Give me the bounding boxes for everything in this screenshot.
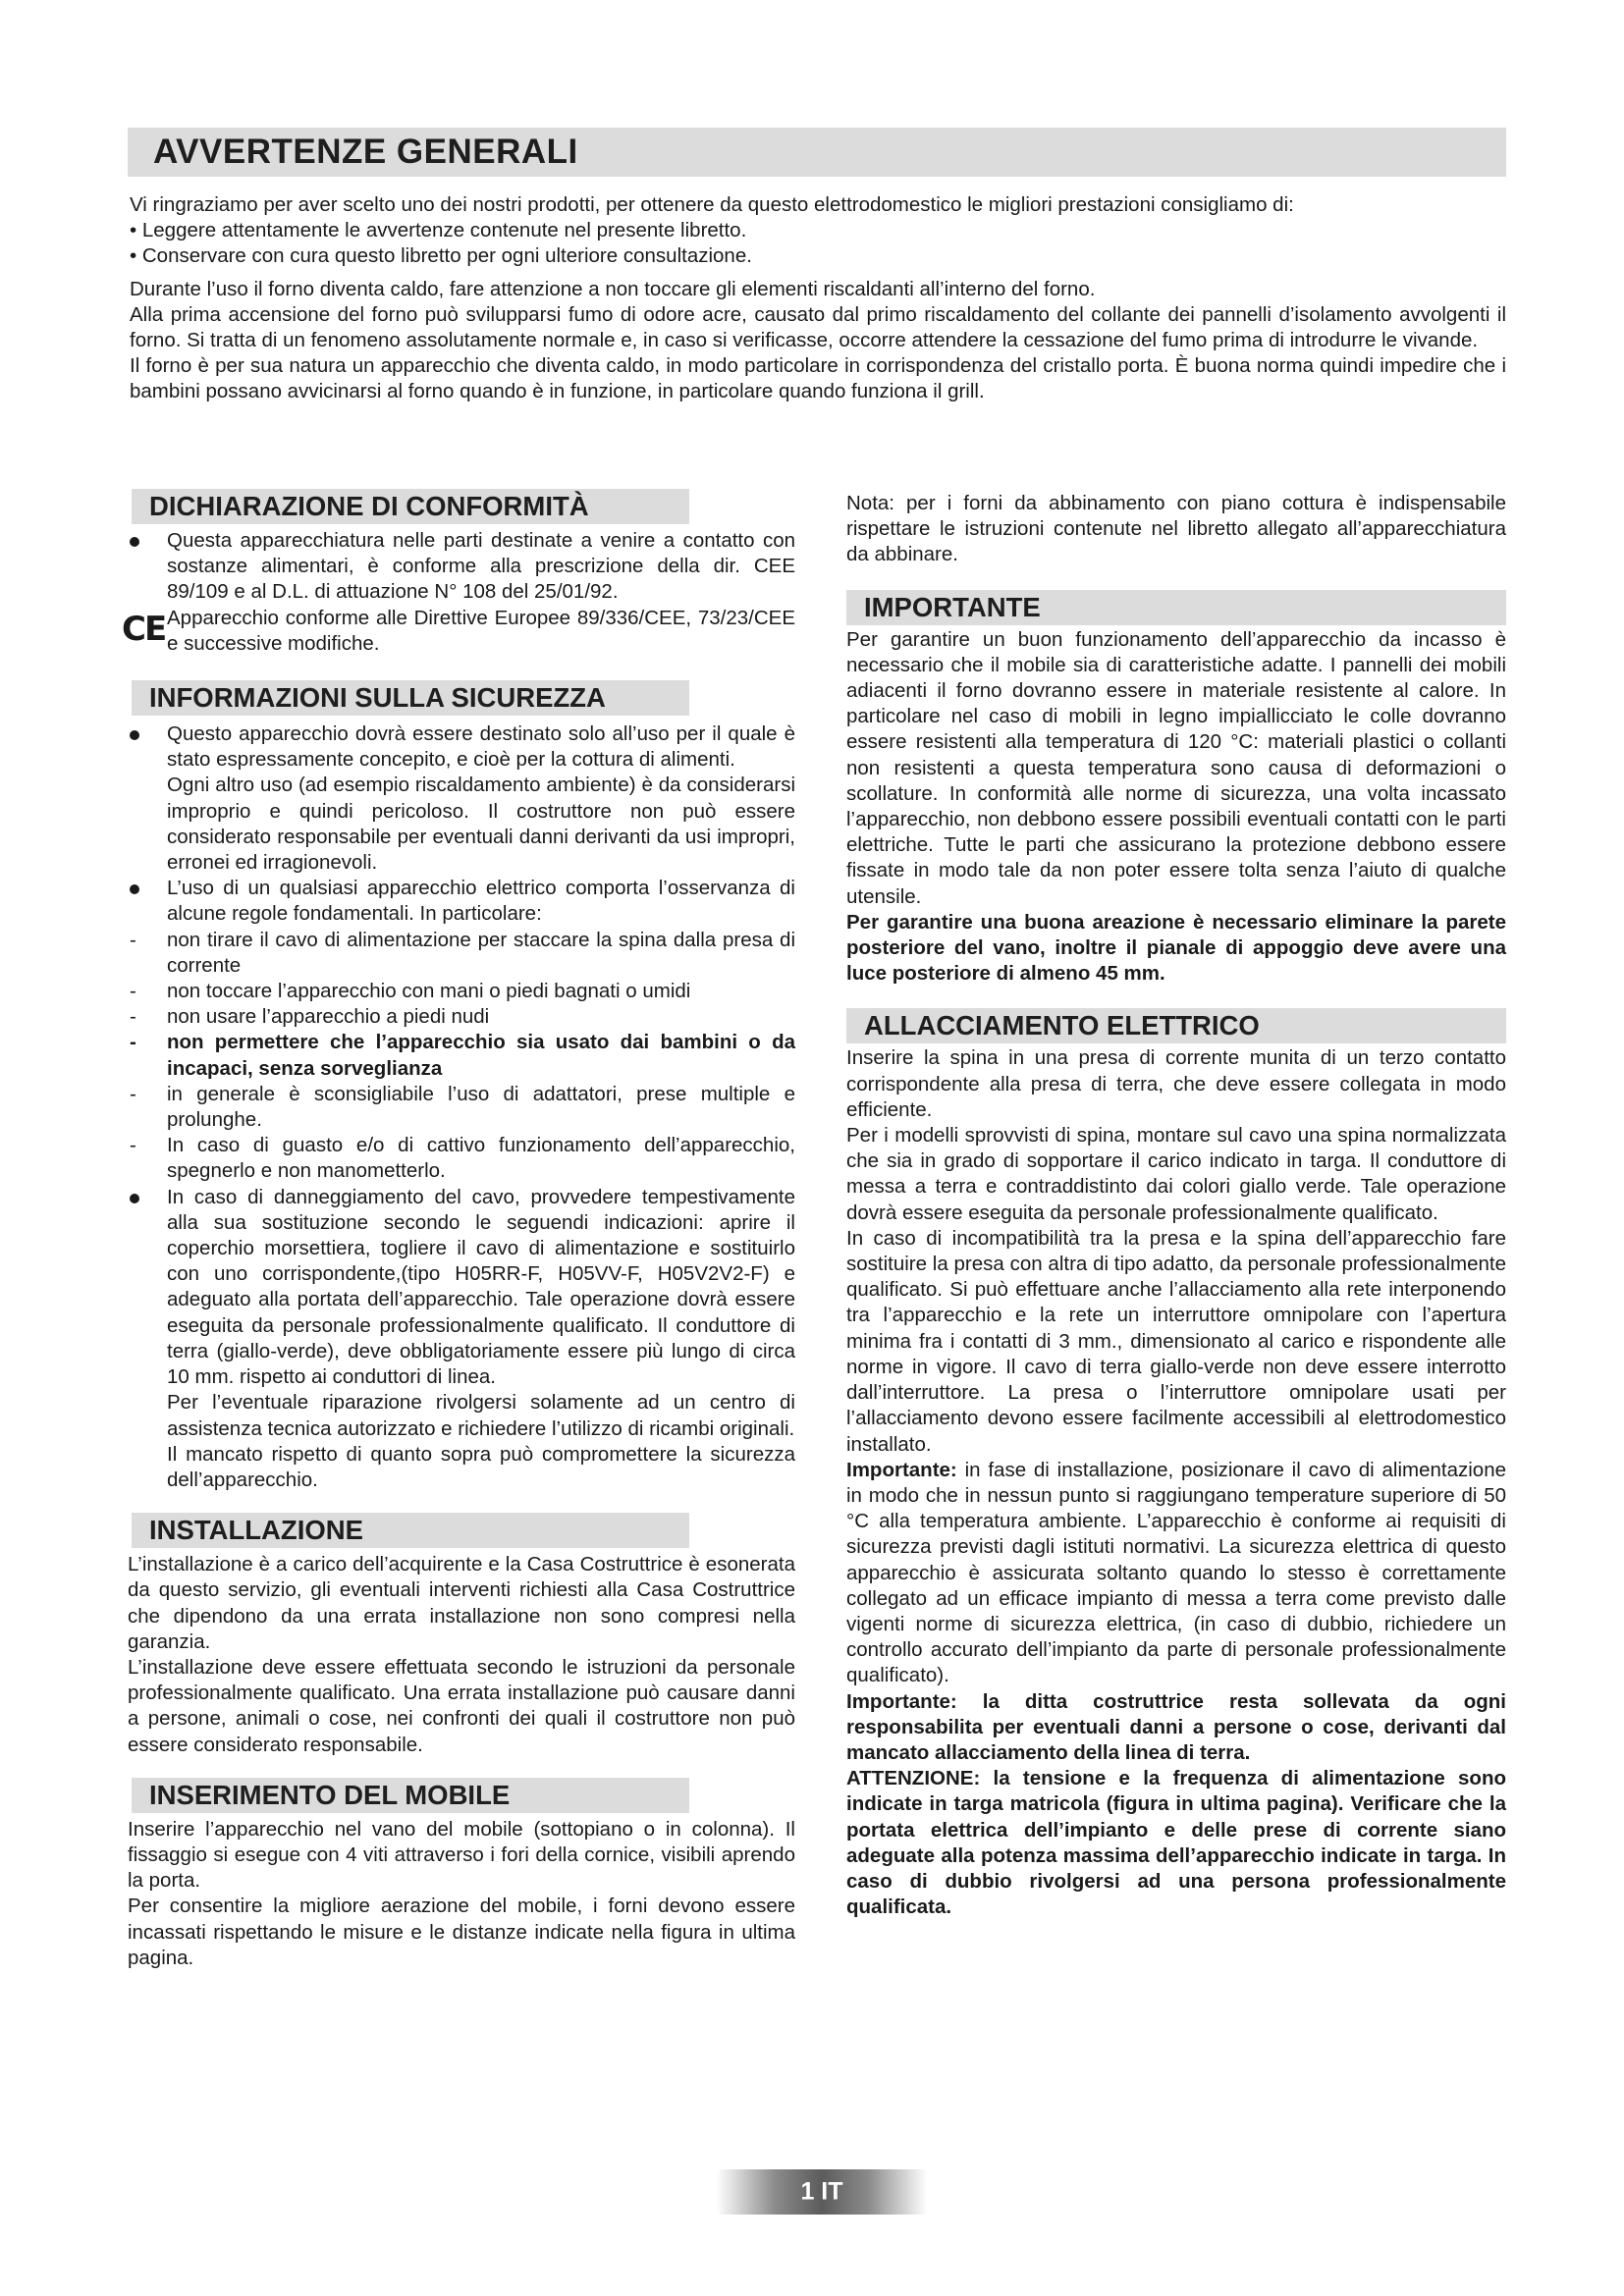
list-item-text: Questo apparecchio dovrà essere destinato solo all’uso per il quale è stato espressamente concepito, e cioè per la cottura di alimenti. (167, 722, 795, 772)
paragraph: ATTENZIONE: la tensione e la frequenza di alimentazione sono indicate in targa matricola (figura in ultima pagina). Verificare che la portata elettrica dell’impianto e delle prese di corrente siano adeguate alla potenza massima dell’apparecchio indicate in targa. In caso di dubbio rivolgersi ad una persona professionalmente qualificata. (846, 1767, 1506, 1919)
paragraph: Per consentire la migliore aerazione del mobile, i forni devono essere incassati rispettando le misure e le distanze indicate nella figura in ultima pagina. (128, 1895, 795, 1969)
paragraph: Per i modelli sprovvisti di spina, montare sul cavo una spina normalizzata che sia in grado di sopportare il carico indicato in targa. Il conduttore di messa a terra e contraddistinto dai colori giallo verde. Tale operazione dovrà essere eseguita da personale professionalmente qualificato. (846, 1124, 1506, 1224)
paragraph: In caso di incompatibilità tra la presa e la spina dell’apparecchio fare sostituire la presa con altra di tipo adatto, da personale professionalmente qualificato. Si può effettuare anche l’allacciamento alla rete interponendo tra l’apparecchio e la rete un interruttore omnipolare con l’apertura minima fra i contatti di 3 mm., dimensionato al carico e rispondente alle norme in vigore. Il cavo di terra giallo-verde non deve essere interrotto dall’interruttore. La presa o l’interruttore omnipolare usati per l’allacciamento devono essere facilmente accessibili al elettrodomestico installato. (846, 1226, 1506, 1456)
main-title: AVVERTENZE GENERALI (153, 133, 578, 171)
section-title: IMPORTANTE (864, 591, 1041, 622)
list-item (128, 1185, 795, 1493)
section-header-allacciamento (846, 1008, 1506, 1043)
ce-mark-icon: CE (122, 609, 166, 649)
dash-icon: - (130, 1031, 136, 1054)
list-item-text: Questa apparecchiatura nelle parti destinate a venire a contatto con sostanze alimentari, è conforme alla prescrizione della dir. CEE 89/109 e al D.L. di attuazione N° 108 del 25/01/92. (167, 529, 795, 604)
section-title: INSERIMENTO DEL MOBILE (149, 1779, 511, 1810)
list-item (128, 528, 795, 606)
list-item (128, 979, 795, 1004)
list-item-text: Apparecchio conforme alle Direttive Europee 89/336/CEE, 73/23/CEE e successive modifiche. (167, 606, 795, 655)
list-item-text: In caso di guasto e/o di cattivo funzionamento dell’apparecchio, spegnerlo e non manometterlo. (167, 1134, 795, 1183)
paragraph: Importante: in fase di installazione, posizionare il cavo di alimentazione in modo che in nessun punto si raggiungano temperature superiore di 50 °C alla temperatura ambiente. L’apparecchio è conforme ai requisiti di sicurezza previsti dagli istituti normativi. La sicurezza elettrica di questo apparecchio è assicurata soltanto quando lo stesso è correttamente collegato ad un efficace impianto di messa a terra come previsto dalle vigenti norme di sicurezza elettrica, (in caso di dubbio, richiedere un controllo accurato dell’impianto da parte di personale professionalmente qualificato). (846, 1458, 1506, 1687)
section-title: DICHIARAZIONE DI CONFORMITÀ (149, 490, 589, 521)
section-title: INSTALLAZIONE (149, 1515, 363, 1546)
paragraph: Per garantire una buona areazione è necessario eliminare la parete posteriore del vano, inoltre il pianale di appoggio deve avere una luce posteriore di almeno 45 mm. (846, 910, 1506, 986)
list-item (122, 606, 795, 657)
list-item-text: In caso di danneggiamento del cavo, provvedere tempestivamente alla sua sostituzione secondo le seguendi indicazioni: aprire il coperchio morsettiera, togliere il cavo di alimentazione e sostituirlo con uno corrispondente,(tipo H05RR-F, H05VV-F, H05V2V2-F) e adeguato alla portata dell’apparecchio. Tale operazione dovrà essere eseguita da personale professionalmente qualificato. Il conduttore di terra (giallo-verde), deve obbligatoriamente essere più lungo di circa 10 mm. rispetto ai conduttori di linea. (167, 1185, 795, 1389)
dash-icon: - (130, 1082, 136, 1105)
main-title-bar (128, 128, 1506, 177)
list-item-text: Per l’eventuale riparazione rivolgersi solamente ad un centro di assistenza tecnica autorizzato e richiedere l’utilizzo di ricambi originali. (167, 1391, 795, 1440)
paragraph: Importante: la ditta costruttrice resta sollevata da ogni responsabilita per eventuali danni a persone o cose, derivanti dal mancato allacciamento della linea di terra. (846, 1689, 1506, 1764)
list-item (128, 721, 795, 876)
list-item (128, 928, 795, 979)
dash-icon: - (130, 1134, 136, 1157)
list-item-text: non tirare il cavo di alimentazione per staccare la spina dalla presa di corrente (167, 928, 795, 977)
paragraph: Inserire la spina in una presa di corrente munita di un terzo contatto corrispondente alla presa di terra, che deve essere collegata in modo efficiente. (846, 1046, 1506, 1121)
dash-icon: - (130, 1005, 136, 1029)
section-header-conformita (132, 489, 689, 524)
bullet-icon (130, 537, 139, 547)
list-item-text: non permettere che l’apparecchio sia usato dai bambini o da incapaci, senza sorveglianza (167, 1031, 795, 1080)
bullet-icon (130, 1194, 139, 1203)
paragraph: L’installazione deve essere effettuata secondo le istruzioni da personale professionalmente qualificato. Una errata installazione può causare danni a persone, animali o cose, nei confronti dei quali il costruttore non può essere considerato responsabile. (128, 1655, 795, 1756)
page-number-badge (717, 2169, 927, 2215)
intro-bullet: • Leggere attentamente le avvertenze contenute nel presente libretto. (130, 219, 747, 241)
list-item (128, 1082, 795, 1133)
dash-icon: - (130, 980, 136, 1003)
section-header-mobile (132, 1778, 689, 1813)
list-item (128, 1133, 795, 1184)
intro-paragraph: Vi ringraziamo per aver scelto uno dei nostri prodotti, per ottenere da questo elettrodomestico le migliori prestazioni consigliamo di: (130, 193, 1294, 216)
list-item (128, 1030, 795, 1081)
paragraph: L’installazione è a carico dell’acquirente e la Casa Costruttrice è esonerata da questo servizio, gli eventuali interventi richiesti alla Casa Costruttrice che dipendono da una errata installazione non sono compresi nella garanzia. (128, 1553, 795, 1653)
list-item-text: Il mancato rispetto di quanto sopra può compromettere la sicurezza dell’apparecchio. (167, 1442, 795, 1491)
section-title: ALLACCIAMENTO ELETTRICO (864, 1010, 1260, 1041)
paragraph: Inserire l’apparecchio nel vano del mobile (sottopiano o in colonna). Il fissaggio si esegue con 4 viti attraverso i fori della cornice, visibili aprendo la porta. (128, 1817, 795, 1893)
list-item-text: L’uso di un qualsiasi apparecchio elettrico comporta l’osservanza di alcune regole fondamentali. In particolare: (167, 877, 795, 926)
list-item-text: non usare l’apparecchio a piedi nudi (167, 1005, 490, 1029)
list-item-text: non toccare l’apparecchio con mani o piedi bagnati o umidi (167, 980, 691, 1003)
intro-paragraph: Il forno è per sua natura un apparecchio che diventa caldo, in modo particolare in corrispondenza del cristallo porta. È buona norma quindi impedire che i bambini possano avvicinarsi al forno quando è in funzione, in particolare quando funziona il grill. (130, 354, 1506, 402)
nota-paragraph: Nota: per i forni da abbinamento con piano cottura è indispensabile rispettare le istruzioni contenute nel libretto allegato all’apparecchiatura da abbinare. (846, 492, 1506, 566)
intro-paragraph: Alla prima accensione del forno può svilupparsi fumo di odore acre, causato dal primo riscaldamento del collante dei pannelli d’isolamento avvolgenti il forno. Si tratta di un fenomeno assolutamente normale e, in caso si verificasse, occorre attendere la cessazione del fumo prima di introdurre le vivande. (130, 303, 1506, 351)
intro-paragraph: Durante l’uso il forno diventa caldo, fare attenzione a non toccare gli elementi riscaldanti all’interno del forno. (130, 278, 1096, 300)
left-column (122, 489, 795, 1971)
section-header-installazione (132, 1513, 689, 1548)
list-item-text: Ogni altro uso (ad esempio riscaldamento ambiente) è da considerarsi improprio e quindi pericoloso. Il costruttore non può essere considerato responsabile per eventuali danni derivanti da usi impropri, erronei ed irragionevoli. (167, 774, 795, 875)
page-number: 1 IT (800, 2177, 843, 2206)
bullet-icon (130, 884, 139, 894)
paragraph: Per garantire un buon funzionamento dell’apparecchio da incasso è necessario che il mobile sia di caratteristiche adatte. I pannelli dei mobili adiacenti il forno dovranno essere in materiale resistente al calore. In particolare nel caso di mobili in legno impiallicciato le colle dovranno essere resistenti alla temperatura di 120 °C: materiali plastici o collanti non resistenti a questa temperatura sono causa di deformazioni o scollature. In conformità alle norme di sicurezza, una volta incassato l’apparecchio, non debbono essere possibili eventuali contatti con le parti elettriche. Tutte le parti che assicurano la protezione debbono essere fissate in modo tale da non poter essere tolta senza l’aiuto di qualche utensile. (846, 627, 1506, 908)
list-item (128, 876, 795, 927)
section-title: INFORMAZIONI SULLA SICUREZZA (149, 681, 606, 713)
bullet-icon (130, 730, 139, 740)
right-column (846, 491, 1506, 1920)
list-item-text: in generale è sconsigliabile l’uso di adattatori, prese multiple e prolunghe. (167, 1082, 795, 1132)
intro-section (130, 192, 1506, 404)
dash-icon: - (130, 928, 136, 951)
intro-bullet: • Conservare con cura questo libretto per ogni ulteriore consultazione. (130, 244, 752, 267)
section-header-importante (846, 590, 1506, 625)
section-header-sicurezza (132, 680, 689, 716)
list-item (128, 1004, 795, 1030)
